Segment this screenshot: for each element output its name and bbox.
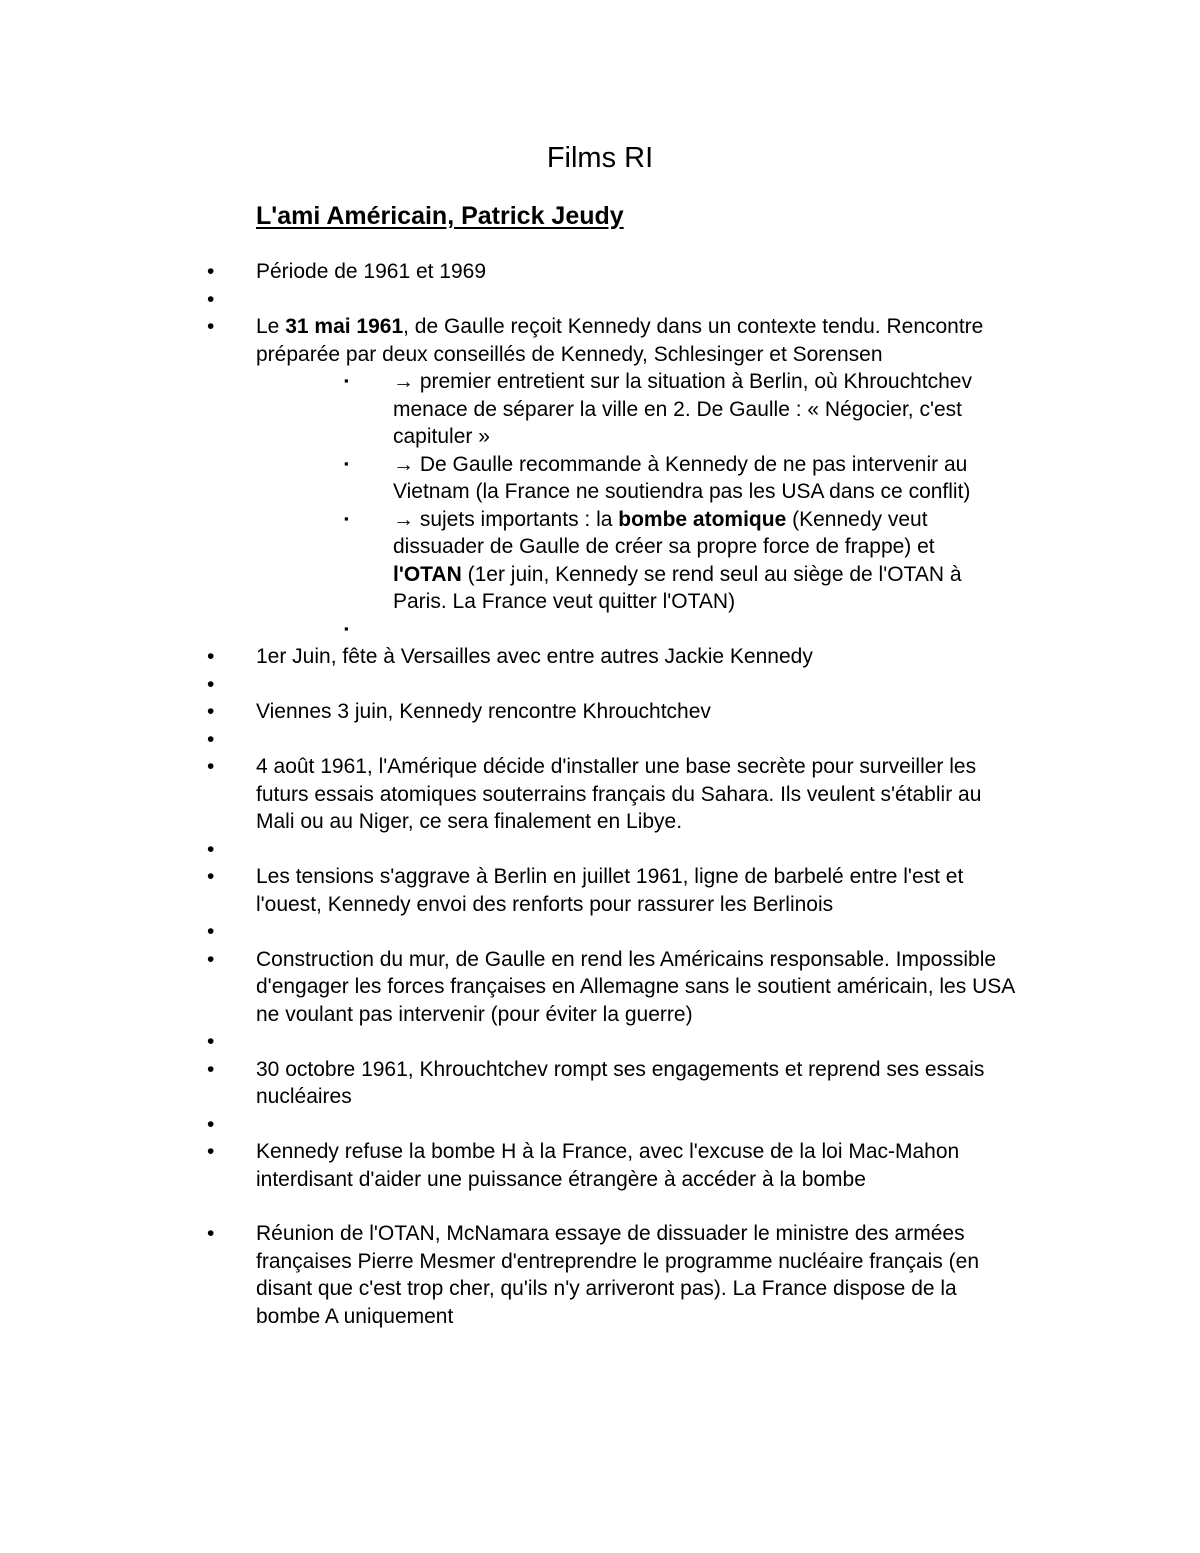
bullet-dot-icon: • — [207, 755, 215, 778]
list-item-versailles — [0, 643, 1016, 671]
bullet-dot-icon: • — [207, 1140, 215, 1163]
bullet-dot-icon: • — [207, 920, 215, 943]
list-item-tensions — [0, 863, 1016, 918]
item-text: 30 octobre 1961, Khrouchtchev rompt ses engagements et reprend ses essais nucléaires — [256, 1057, 985, 1108]
item-text: Construction du mur, de Gaulle en rend les Américains responsable. Impossible d'engager les forces françaises en Allemagne sans le soutient américain, les USA ne voulant pas intervenir (pour éviter la guerre) — [256, 947, 1015, 1026]
bullet-dot-icon: • — [207, 700, 215, 723]
bullet-dot-icon: • — [207, 727, 215, 751]
sub-item-berlin — [0, 368, 1003, 451]
sub-item-vietnam — [0, 451, 1003, 506]
bullet-dot-icon: • — [207, 1057, 215, 1081]
bullet-dot-icon: • — [207, 287, 215, 311]
bullet-square-icon: ▪ — [344, 455, 349, 471]
bullet-square-icon: ▪ — [344, 620, 349, 636]
item-text-post: , de Gaulle reçoit Kennedy dans un contexte tendu. Rencontre préparée par deux conseillés de Kennedy, Schlesinger et Sorensen — [256, 315, 984, 366]
film-heading: L'ami Américain, Patrick Jeudy — [256, 202, 624, 230]
bullet-dot-icon: • — [207, 1030, 215, 1053]
list-item-periode — [0, 258, 1016, 286]
bullet-dot-icon: • — [207, 1112, 215, 1136]
list-item-empty — [0, 836, 1016, 864]
bullet-dot-icon: • — [207, 672, 215, 696]
item-text-pre: → sujets importants : la — [393, 507, 619, 531]
item-text: Période de 1961 et 1969 — [256, 260, 487, 283]
item-text-mid: (Kennedy veut dissuader de Gaulle de créer sa propre force de frappe) et — [393, 507, 935, 558]
list-item-reunion-otan — [0, 1220, 1016, 1330]
item-text: Kennedy refuse la bombe H à la France, avec l'excuse de la loi Mac-Mahon interdisant d'aider une puissance étrangère à accéder à la bombe — [256, 1140, 960, 1191]
item-text-bold: bombe atomique — [618, 507, 787, 531]
bullet-square-icon: ▪ — [344, 373, 349, 388]
bullet-dot-icon: • — [207, 947, 215, 971]
bullet-dot-icon: • — [207, 1222, 215, 1245]
list-item-empty — [0, 1028, 1016, 1056]
page-title: Films RI — [546, 142, 654, 174]
list-item-empty — [0, 726, 1016, 754]
item-text-bold: l'OTAN — [393, 562, 462, 586]
bullet-dot-icon: • — [207, 260, 215, 283]
list-item-31-mai — [0, 313, 1016, 368]
bullet-dot-icon: • — [207, 315, 215, 338]
bullet-dot-icon: • — [207, 865, 215, 888]
list-item-mur — [0, 946, 1016, 1029]
item-text: Réunion de l'OTAN, McNamara essaye de dissuader le ministre des armées françaises Pierre Mesmer d'entreprendre le programme nucléaire français (en disant que c'est trop cher, qu'ils n'y arriveront pas). La France dispose de la bombe A uniquement — [256, 1222, 979, 1328]
item-text: 1er Juin, fête à Versailles avec entre autres Jackie Kennedy — [256, 645, 813, 668]
list-item-empty — [0, 671, 1016, 699]
list-item-empty — [0, 1111, 1016, 1139]
list-item-aout — [0, 753, 1016, 836]
item-text: Viennes 3 juin, Kennedy rencontre Khrouchtchev — [256, 700, 711, 723]
item-text: 4 août 1961, l'Amérique décide d'installer une base secrète pour surveiller les futurs essais atomiques souterrains français du Sahara. Ils veulent s'établir au Mali ou au Niger, ce sera finalement en Libye. — [256, 755, 982, 833]
sub-item-empty — [0, 616, 1003, 644]
list-item-vienne — [0, 698, 1016, 726]
bullet-dot-icon: • — [207, 837, 215, 861]
item-text: → De Gaulle recommande à Kennedy de ne pas intervenir au Vietnam (la France ne soutiendra pas les USA dans ce conflit) — [393, 452, 971, 503]
sub-item-sujets — [0, 506, 1003, 616]
item-text: → premier entretient sur la situation à Berlin, où Khrouchtchev menace de séparer la ville en 2. De Gaulle : « Négocier, c'est capituler » — [393, 370, 972, 448]
list-item-bombe-h — [0, 1138, 1016, 1193]
bullet-dot-icon: • — [207, 645, 215, 668]
item-text-pre: Le — [256, 315, 286, 338]
list-item-octobre — [0, 1056, 1016, 1111]
list-item-empty — [0, 918, 1016, 946]
item-text-post: (1er juin, Kennedy se rend seul au siège de l'OTAN à Paris. La France veut quitter l'OTAN) — [393, 562, 962, 613]
item-text-bold: 31 mai 1961 — [285, 315, 404, 338]
item-text: Les tensions s'aggrave à Berlin en juillet 1961, ligne de barbelé entre l'est et l'ouest, Kennedy envoi des renforts pour rassurer les Berlinois — [256, 865, 964, 916]
list-item-empty — [0, 286, 1016, 314]
notes-list — [0, 258, 1200, 1330]
bullet-square-icon: ▪ — [344, 510, 349, 526]
